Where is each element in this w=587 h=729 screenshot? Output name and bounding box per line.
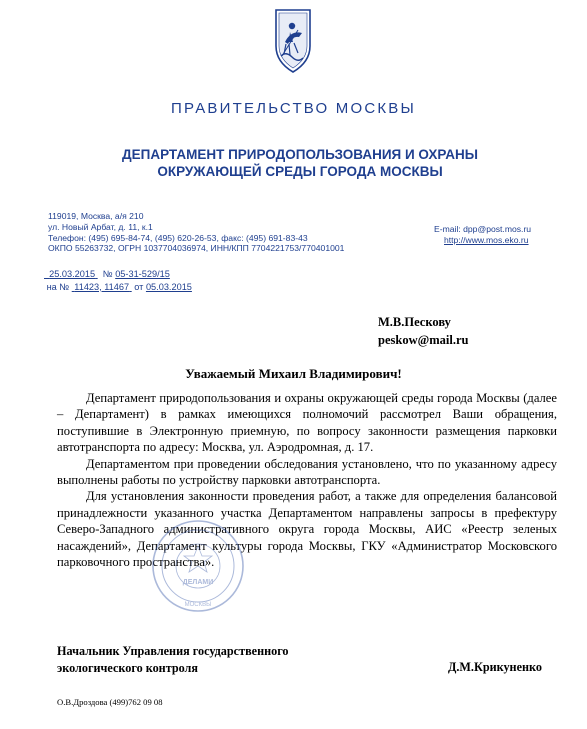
official-stamp	[150, 518, 246, 614]
reference-date: 05.03.2015	[145, 281, 192, 292]
stamp-city: МОСКВЫ	[184, 602, 212, 608]
reference-from: от	[134, 281, 144, 292]
reference-numbers: 11423, 11467	[74, 281, 130, 292]
phone-line: Телефон: (495) 695-84-74, (495) 620-26-53, факс: (495) 691-83-43	[48, 232, 308, 243]
registration-block	[44, 268, 192, 293]
registration-number: 05-31-529/15	[115, 269, 170, 279]
signatory-name: Д.М.Крикуненко	[448, 660, 542, 674]
reference-prefix: на №	[46, 281, 70, 292]
address-line-1: 119019, Москва, а/я 210	[48, 211, 144, 221]
paragraph-2: Департаментом при проведении обследования установлено, что по указанному адресу выполнены работы по устройству парковки автотранспорта.	[57, 456, 557, 488]
website-link[interactable]: http://www.mos.eko.ru	[444, 234, 529, 245]
number-label: №	[102, 269, 113, 279]
signatory-title	[57, 643, 289, 677]
stamp-word: ДЕЛАМИ	[182, 579, 214, 586]
codes-line: ОКПО 55263732, ОГРН 1037704036974, ИНН/КПП 7704221753/770401001	[48, 243, 345, 254]
registration-date: 25.03.2015	[49, 269, 96, 279]
salutation: Уважаемый Михаил Владимирович!	[185, 366, 402, 381]
signatory-title-line-2: экологического контроля	[57, 661, 198, 675]
letter-body	[57, 390, 557, 570]
executor-line: О.В.Дроздова (499)762 09 08	[57, 697, 163, 707]
email-line: E-mail: dpp@post.mos.ru	[434, 224, 532, 234]
moscow-coat-of-arms-icon	[272, 6, 314, 76]
paragraph-1: Департамент природопользования и охраны окружающей среды города Москвы (далее – Департамент) в рамках имеющихся полномочий рассмотрел Ваши обращения, поступившие в Электронную приемную, по вопросу законности размещения парковки автотранспорта по адресу: Москва, ул. Аэродромная, д. 17.	[57, 391, 557, 455]
signatory-title-line-1: Начальник Управления государственного	[57, 644, 289, 658]
contacts-block	[48, 211, 344, 254]
recipient-email: peskow@mail.ru	[378, 333, 469, 347]
online-contacts	[434, 224, 531, 246]
department-name-line-2: ОКРУЖАЮЩЕЙ СРЕДЫ ГОРОДА МОСКВЫ	[157, 164, 443, 179]
department-name	[60, 146, 540, 180]
department-name-line-1: ДЕПАРТАМЕНТ ПРИРОДОПОЛЬЗОВАНИЯ И ОХРАНЫ	[122, 147, 478, 162]
recipient-block	[378, 313, 468, 349]
paragraph-3: Для установления законности проведения работ, а также для определения балансовой принадлежности указанного участка Департаментом направлены запросы в префектуру Северо-Западного административного округа города Москвы, АИС «Реестр зеленых насаждений», Департамент культуры города Москвы, ГКУ «Администратор Московского парковочного пространства».	[57, 489, 557, 570]
address-line-2: ул. Новый Арбат, д. 11, к.1	[48, 221, 153, 232]
government-title: ПРАВИТЕЛЬСТВО МОСКВЫ	[171, 100, 416, 117]
recipient-name: М.В.Пескову	[378, 315, 451, 329]
